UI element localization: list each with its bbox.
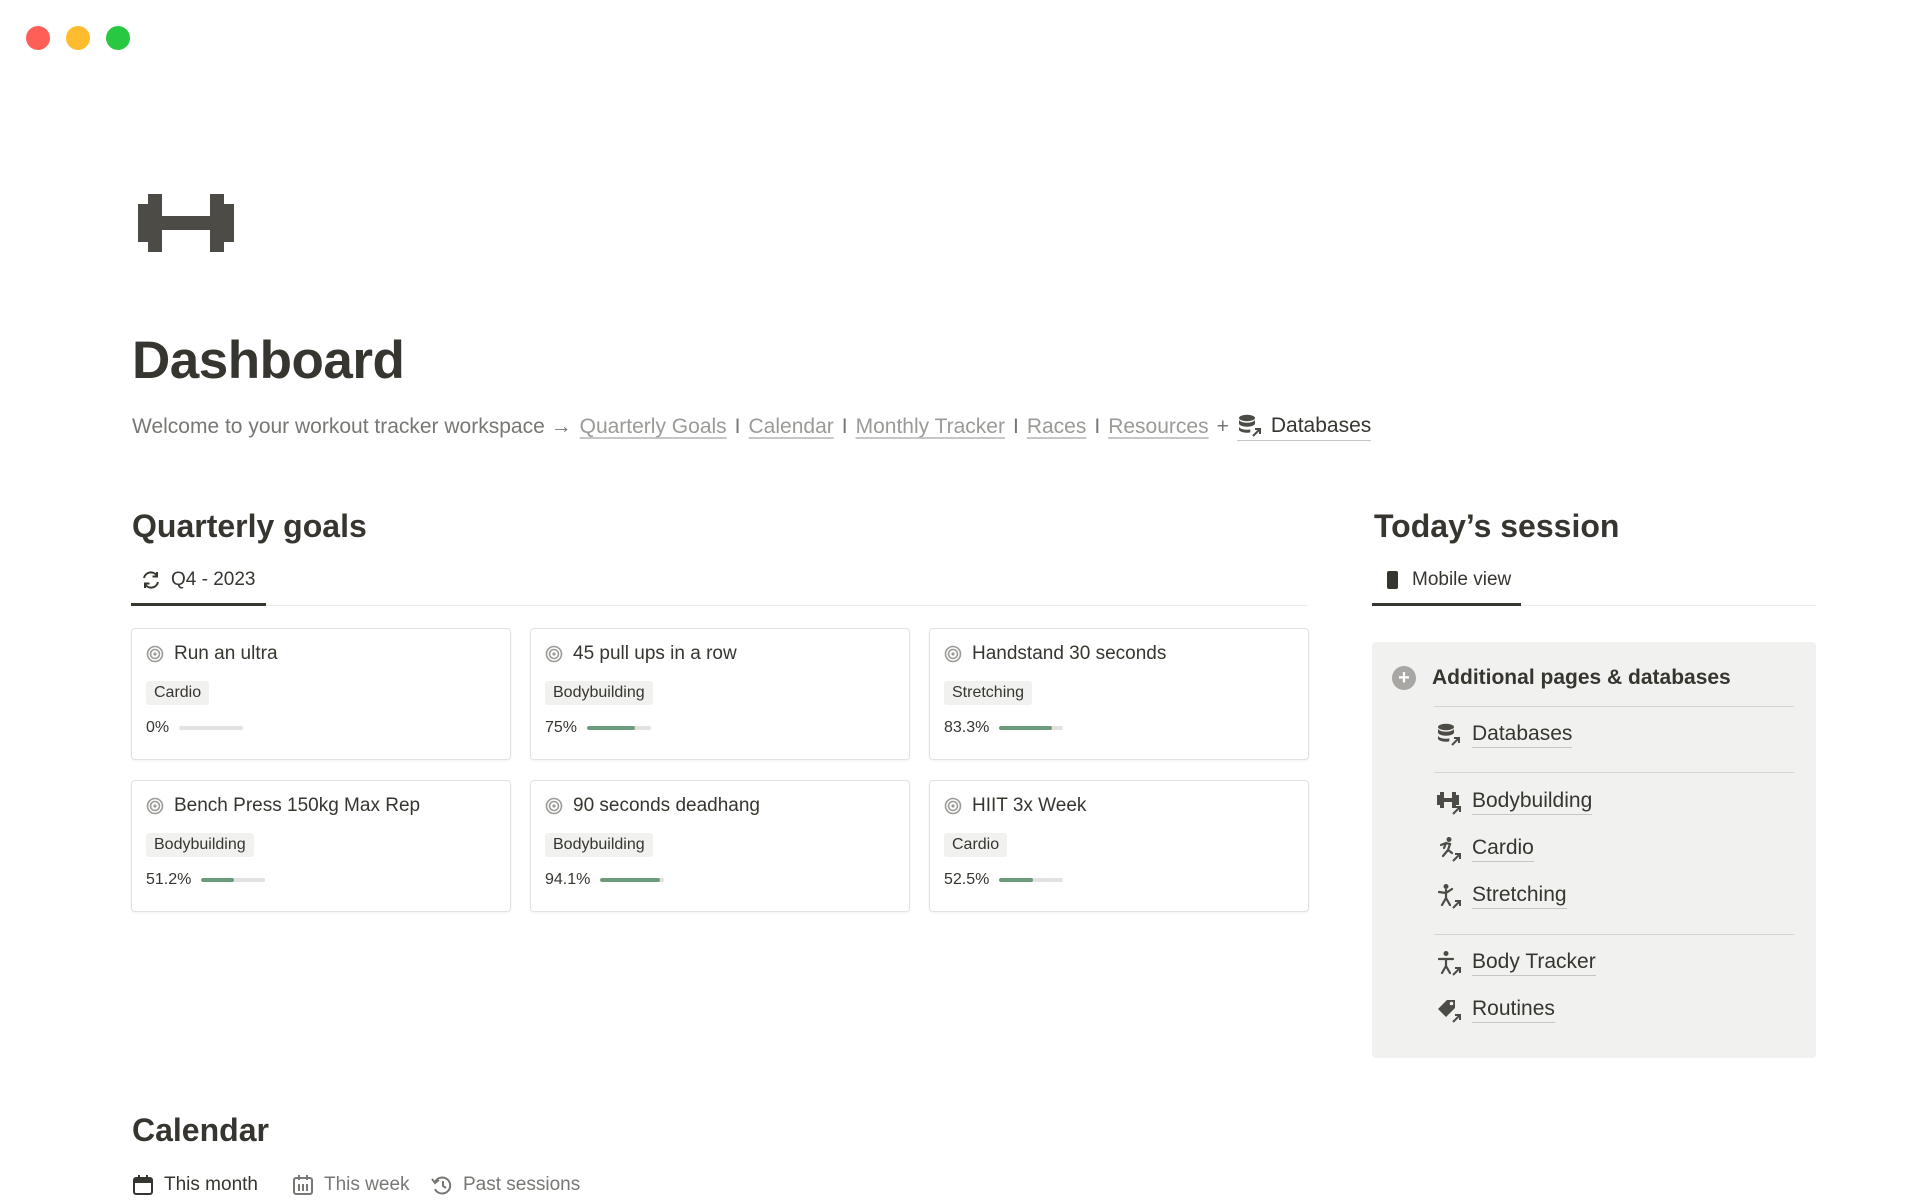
progress-label: 75% bbox=[545, 719, 578, 736]
phone-icon bbox=[1382, 570, 1402, 590]
additional-pages-panel bbox=[1372, 642, 1816, 1058]
goal-title-text: Handstand 30 seconds bbox=[972, 643, 1167, 664]
goal-card[interactable] bbox=[530, 780, 910, 912]
quarterly-goals-heading: Quarterly goals bbox=[132, 508, 367, 544]
page-link-databases[interactable] bbox=[1436, 722, 1572, 748]
calendar-week-icon bbox=[292, 1174, 314, 1196]
goal-category-tag: Cardio bbox=[146, 681, 209, 705]
progress-bar bbox=[999, 878, 1063, 882]
stretch-link-icon bbox=[1436, 883, 1462, 909]
page-link-label: Cardio bbox=[1472, 836, 1534, 861]
separator: I bbox=[841, 415, 848, 438]
goal-card-title bbox=[545, 795, 760, 817]
goal-card-title bbox=[146, 795, 420, 817]
todays-session-tabbar bbox=[1372, 560, 1816, 606]
link-monthly-tracker[interactable]: Monthly Tracker bbox=[855, 415, 1005, 438]
progress-bar bbox=[587, 726, 651, 730]
tag-link-icon bbox=[1436, 997, 1462, 1023]
page-link-routines[interactable] bbox=[1436, 997, 1555, 1023]
progress-bar bbox=[179, 726, 243, 730]
target-icon bbox=[944, 797, 962, 815]
link-resources[interactable]: Resources bbox=[1108, 415, 1209, 438]
goal-title-text: 45 pull ups in a row bbox=[573, 643, 737, 664]
goal-title-text: Run an ultra bbox=[174, 643, 278, 664]
tab-label: This week bbox=[324, 1174, 410, 1195]
progress-bar-fill bbox=[600, 878, 660, 882]
page-link-label: Body Tracker bbox=[1472, 950, 1596, 975]
divider bbox=[1434, 772, 1794, 773]
goal-category-tag: Stretching bbox=[944, 681, 1032, 705]
progress-label: 83.3% bbox=[944, 719, 990, 736]
goal-card[interactable] bbox=[929, 628, 1309, 760]
page-title: Dashboard bbox=[132, 331, 405, 390]
goal-card-title bbox=[944, 643, 1166, 665]
page-link-bodybuilding[interactable] bbox=[1436, 789, 1592, 815]
page-link-stretching[interactable] bbox=[1436, 883, 1567, 909]
history-icon bbox=[431, 1174, 453, 1196]
todays-session-heading: Today’s session bbox=[1374, 508, 1620, 544]
tab-q4-2023[interactable] bbox=[131, 569, 266, 606]
progress-bar bbox=[999, 726, 1063, 730]
goal-progress bbox=[545, 719, 651, 737]
calendar-heading: Calendar bbox=[132, 1112, 269, 1148]
goal-title-text: HIIT 3x Week bbox=[972, 795, 1087, 816]
page-link-label: Databases bbox=[1472, 722, 1572, 747]
database-link-icon bbox=[1436, 722, 1462, 748]
quarterly-goals-tabbar bbox=[131, 560, 1307, 606]
panel-header[interactable] bbox=[1392, 666, 1731, 690]
goal-progress bbox=[146, 871, 265, 889]
goal-card[interactable] bbox=[131, 628, 511, 760]
minimize-window-button[interactable] bbox=[66, 26, 90, 50]
close-window-button[interactable] bbox=[26, 26, 50, 50]
progress-label: 52.5% bbox=[944, 871, 990, 888]
progress-label: 51.2% bbox=[146, 871, 192, 888]
page-link-label: Bodybuilding bbox=[1472, 789, 1592, 814]
progress-bar-fill bbox=[999, 726, 1052, 730]
goal-progress bbox=[944, 719, 1063, 737]
goal-category-tag: Bodybuilding bbox=[545, 833, 653, 857]
tab-label: Mobile view bbox=[1412, 569, 1512, 590]
goal-card[interactable] bbox=[131, 780, 511, 912]
dumbbell-icon[interactable] bbox=[138, 192, 234, 254]
target-icon bbox=[146, 645, 164, 663]
refresh-icon bbox=[141, 570, 161, 590]
target-icon bbox=[944, 645, 962, 663]
window-controls bbox=[26, 26, 130, 50]
runner-link-icon bbox=[1436, 836, 1462, 862]
page-link-label: Routines bbox=[1472, 997, 1555, 1022]
plus-circle-icon: + bbox=[1392, 666, 1416, 690]
goal-card[interactable] bbox=[929, 780, 1309, 912]
databases-link-label: Databases bbox=[1270, 414, 1372, 437]
link-races[interactable]: Races bbox=[1026, 415, 1087, 438]
separator: I bbox=[734, 415, 741, 438]
goal-card[interactable] bbox=[530, 628, 910, 760]
progress-bar-fill bbox=[999, 878, 1033, 882]
intro-text: Welcome to your workout tracker workspace → bbox=[132, 415, 572, 438]
goal-progress bbox=[944, 871, 1063, 889]
calendar-icon bbox=[132, 1174, 154, 1196]
goal-progress bbox=[146, 719, 243, 737]
goal-progress bbox=[545, 871, 664, 889]
goal-card-title bbox=[545, 643, 737, 665]
goal-category-tag: Bodybuilding bbox=[146, 833, 254, 857]
database-link-icon bbox=[1237, 413, 1263, 439]
divider bbox=[1434, 934, 1794, 935]
target-icon bbox=[146, 797, 164, 815]
page-link-cardio[interactable] bbox=[1436, 836, 1534, 862]
goal-title-text: 90 seconds deadhang bbox=[573, 795, 760, 816]
page-link-body-tracker[interactable] bbox=[1436, 950, 1596, 976]
tab-label: This month bbox=[164, 1174, 258, 1195]
goal-card-title bbox=[944, 795, 1086, 817]
progress-label: 94.1% bbox=[545, 871, 591, 888]
body-link-icon bbox=[1436, 950, 1462, 976]
maximize-window-button[interactable] bbox=[106, 26, 130, 50]
tab-label: Past sessions bbox=[463, 1174, 581, 1195]
link-quarterly-goals[interactable]: Quarterly Goals bbox=[579, 415, 727, 438]
goal-category-tag: Bodybuilding bbox=[545, 681, 653, 705]
page-link-label: Stretching bbox=[1472, 883, 1567, 908]
goal-card-title bbox=[146, 643, 278, 665]
page-intro bbox=[132, 413, 1371, 441]
panel-title: Additional pages & databases bbox=[1432, 666, 1731, 689]
separator: I bbox=[1012, 415, 1019, 438]
target-icon bbox=[545, 645, 563, 663]
tab-this-month[interactable] bbox=[132, 1169, 258, 1200]
progress-bar-fill bbox=[587, 726, 635, 730]
dumbbell-link-icon bbox=[1436, 789, 1462, 815]
separator: I bbox=[1094, 415, 1101, 438]
goal-title-text: Bench Press 150kg Max Rep bbox=[174, 795, 421, 816]
target-icon bbox=[545, 797, 563, 815]
goal-category-tag: Cardio bbox=[944, 833, 1007, 857]
tab-this-week[interactable] bbox=[292, 1169, 410, 1200]
tab-label: Q4 - 2023 bbox=[171, 569, 256, 590]
link-databases[interactable] bbox=[1237, 413, 1371, 441]
tab-mobile-view[interactable] bbox=[1372, 569, 1521, 606]
plus-sign: + bbox=[1216, 415, 1229, 438]
divider bbox=[1434, 706, 1794, 707]
progress-bar-fill bbox=[201, 878, 234, 882]
progress-bar bbox=[201, 878, 265, 882]
tab-past-sessions[interactable] bbox=[431, 1169, 580, 1200]
link-calendar[interactable]: Calendar bbox=[748, 415, 834, 438]
progress-label: 0% bbox=[146, 719, 170, 736]
progress-bar bbox=[600, 878, 664, 882]
